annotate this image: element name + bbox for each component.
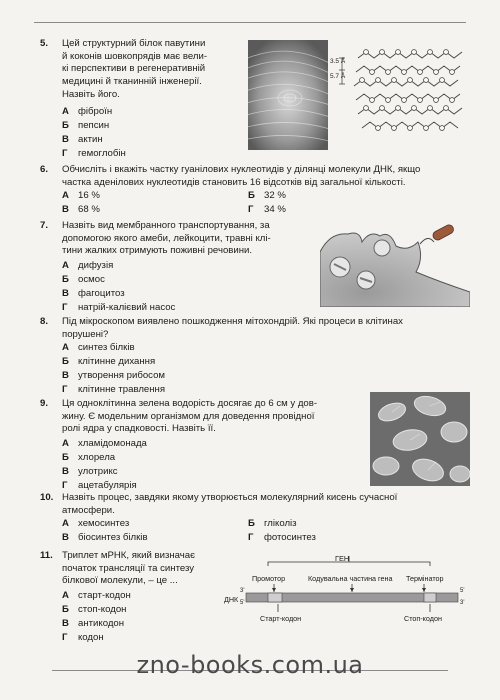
option-d[interactable]: Г кодон [62, 632, 104, 643]
gene-label: ГЕН [335, 554, 350, 563]
right-5prime-label: 5' [460, 588, 465, 594]
question-number: 5. [40, 38, 49, 49]
dna-label: ДНК [224, 595, 239, 604]
option-b[interactable]: Б гліколіз [248, 518, 297, 529]
watermark-text: zno-books.com.ua [136, 651, 364, 679]
algae-photo [370, 392, 470, 486]
top-rule [34, 22, 466, 23]
start-codon-label: Старт-кодон [260, 614, 302, 623]
option-c[interactable]: В фагоцитоз [62, 288, 125, 299]
question-8 [40, 316, 470, 396]
question-text: Триплет мРНК, який визначає початок трансляції та синтезу білкової молекули, – це ... [62, 550, 196, 587]
stop-codon-label: Стоп-кодон [404, 614, 442, 623]
question-text: Назвіть процес, завдяки якому утворюється молекулярний кисень сучасної атмосфери. [62, 492, 398, 516]
option-c[interactable]: В улотрикс [62, 466, 118, 477]
question-text: Назвіть вид мембранного транспортування, за допомогою якого амеби, лейкоцити, травні клі- тини жалких отримують поживні речовини. [62, 220, 271, 257]
option-a[interactable]: А хемосинтез [62, 518, 130, 529]
option-d[interactable]: Г клітинне травлення [62, 384, 166, 395]
option-a[interactable]: А хламідомонада [62, 438, 147, 449]
question-number: 8. [40, 316, 49, 327]
answer-options [62, 342, 165, 398]
option-c[interactable]: В утворення рибосом [62, 370, 166, 381]
question-11 [40, 550, 230, 642]
question-5 [40, 38, 250, 168]
coding-region-label: Кодувальна частина гена [308, 574, 393, 583]
answer-options [62, 260, 175, 316]
option-b[interactable]: Б хлорела [62, 452, 116, 463]
spacing-label-upper: 3.5 Å [330, 58, 346, 65]
silk-fiber-photo [248, 40, 328, 150]
left-3prime-label: 3' [240, 588, 245, 594]
question-text: Під мікроскопом виявлено пошкодження мітохондрій. Які процеси в клітинах порушені? [62, 316, 403, 340]
terminator-label: Термінатор [406, 574, 444, 583]
gene-diagram [224, 554, 470, 634]
question-7 [40, 220, 320, 315]
question-number: 6. [40, 164, 49, 175]
option-d[interactable]: Г гемоглобін [62, 148, 126, 159]
beta-sheet-diagram [330, 38, 470, 150]
right-3prime-label: 3' [460, 600, 465, 606]
option-a[interactable]: А фіброїн [62, 106, 113, 117]
option-a[interactable]: А 16 % [62, 190, 100, 201]
question-number: 11. [40, 550, 53, 561]
phagocytosis-illustration [320, 212, 470, 307]
option-c[interactable]: В антикодон [62, 618, 125, 629]
option-b[interactable]: Б пепсин [62, 120, 110, 131]
question-text: Цей структурний білок павутини й коконів шовкопрядів має вели- кі перспективи в регенеративній медицині й тканинній інженерії. Назвіть його. [62, 38, 208, 100]
question-number: 10. [40, 492, 54, 503]
option-a[interactable]: А дифузія [62, 260, 114, 271]
option-c[interactable]: В біосинтез білків [62, 532, 148, 543]
question-number: 9. [40, 398, 49, 409]
spacing-label-lower: 5.7 Å [330, 73, 346, 80]
option-d[interactable]: Г фотосинтез [248, 532, 316, 543]
option-a[interactable]: А синтез білків [62, 342, 135, 353]
answer-options [62, 106, 126, 162]
option-a[interactable]: А старт-кодон [62, 590, 131, 601]
option-b[interactable]: Б клітинне дихання [62, 356, 156, 367]
option-d[interactable]: Г 34 % [248, 204, 286, 215]
question-text: Ця одноклітинна зелена водорість досягає до 6 см у дов- жину. Є модельним організмом для доведення провідної ролі ядра у спадковості. Назвіть її. [62, 398, 318, 435]
question-10 [40, 492, 470, 548]
option-d[interactable]: Г ацетабулярія [62, 480, 137, 491]
option-b[interactable]: Б осмос [62, 274, 105, 285]
option-d[interactable]: Г натрій-калієвий насос [62, 302, 176, 313]
answer-options [62, 590, 131, 646]
answer-options [62, 438, 147, 494]
question-9 [40, 398, 370, 490]
left-5prime-label: 5' [240, 600, 245, 606]
option-c[interactable]: В 68 % [62, 204, 100, 215]
option-c[interactable]: В актин [62, 134, 103, 145]
question-text: Обчисліть і вкажіть частку гуанілових нуклеотидів у ділянці молекули ДНК, якщо частка аденілових нуклеотидів становить 16 відсотків від загальної кількості. [62, 164, 421, 188]
option-b[interactable]: Б стоп-кодон [62, 604, 127, 615]
promoter-label: Промотор [252, 574, 286, 583]
question-number: 7. [40, 220, 49, 231]
option-b[interactable]: Б 32 % [248, 190, 286, 201]
